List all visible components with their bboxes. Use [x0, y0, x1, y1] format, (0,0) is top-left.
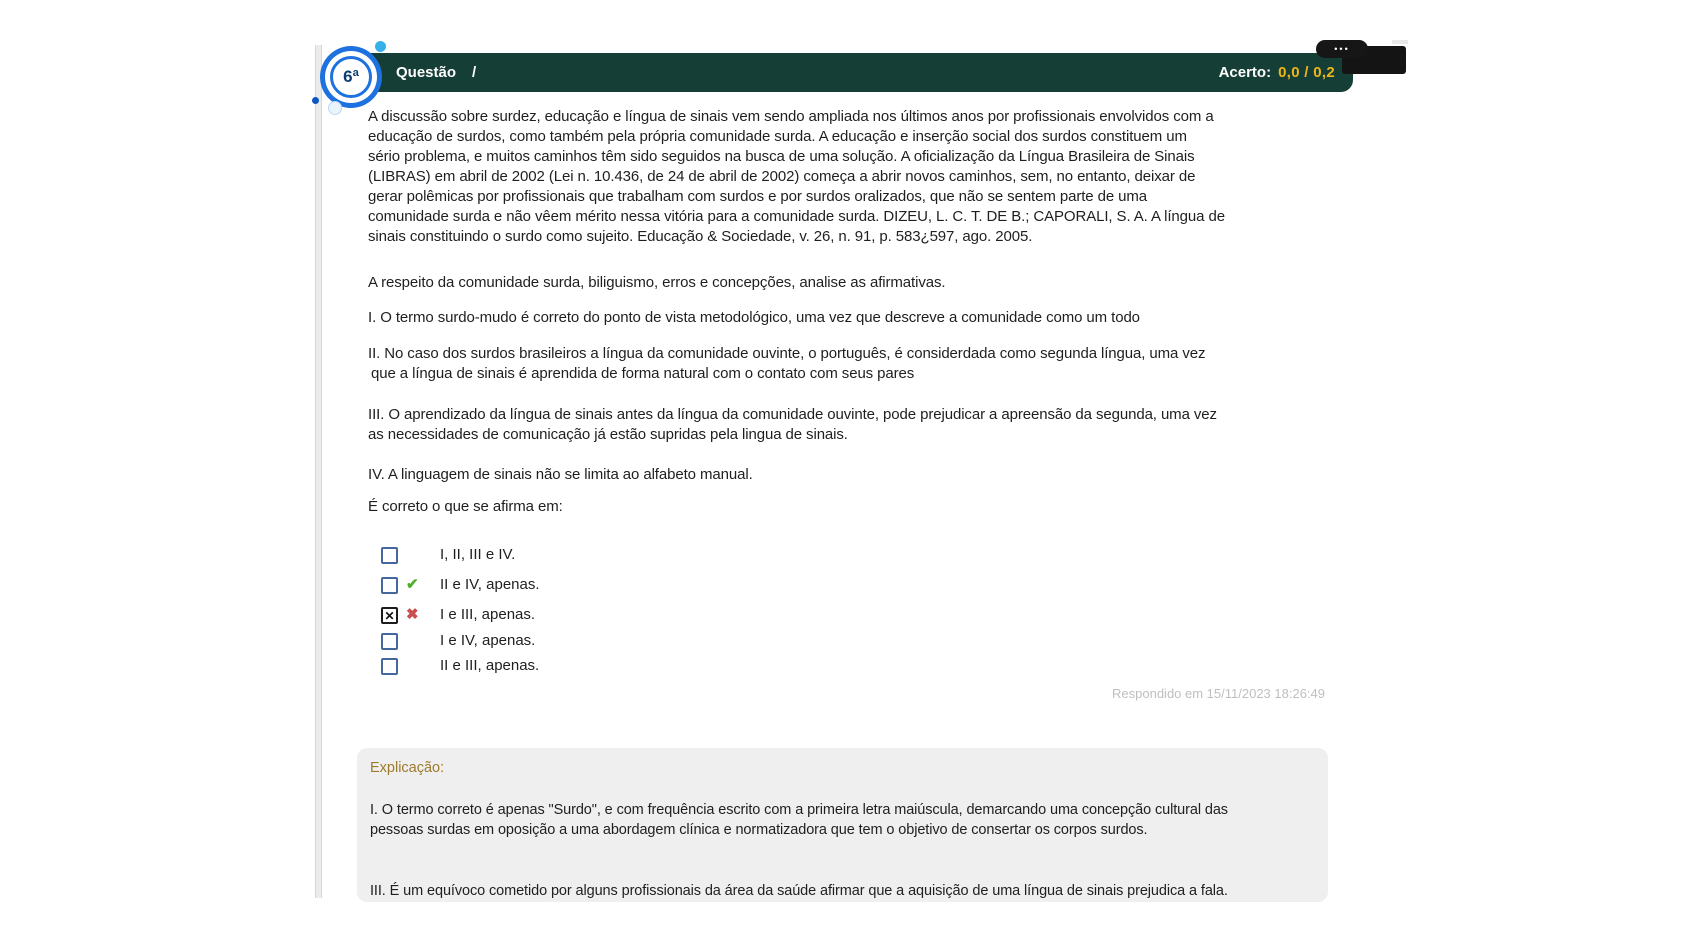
explanation-title: Explicação:	[370, 760, 445, 776]
option-checkbox-checked[interactable]: ✕	[381, 607, 398, 624]
option-label[interactable]: I, II, III e IV.	[440, 546, 516, 563]
explanation-paragraph-2: III. É um equívoco cometido por alguns profissionais da área da saúde afirmar que a aquisição de uma língua de sinais prejudica a fala.	[370, 883, 1228, 899]
statement-line: gerar polêmicas por profissionais que trabalham com surdos e por surdos oralizados, que não se sentem parte de uma	[368, 188, 1148, 205]
option-checkbox[interactable]	[381, 547, 398, 564]
badge-dot-icon	[312, 97, 319, 104]
explanation-box	[357, 748, 1328, 902]
option-label[interactable]: I e III, apenas.	[440, 606, 536, 623]
affirmative-ii: II. No caso dos surdos brasileiros a língua da comunidade ouvinte, o português, é considerdada como segunda língua, uma vez que a língua de sinais é aprendida de forma natural com o contato com seus pares	[368, 345, 1206, 382]
option-row	[368, 633, 1343, 657]
option-checkbox[interactable]	[381, 577, 398, 594]
menu-dots-icon: •••	[1334, 44, 1350, 54]
statement-line: sério problema, e muitos caminhos têm sido seguidos na busca de uma solução. A oficialização da Língua Brasileira de Sinais	[368, 148, 1195, 165]
answer-prompt: É correto o que se afirma em:	[368, 498, 563, 515]
option-row	[368, 547, 1343, 571]
option-label[interactable]: II e III, apenas.	[440, 657, 540, 674]
statement-line: A discussão sobre surdez, educação e língua de sinais vem sendo ampliada nos últimos anos por profissionais envolvidos com a	[368, 108, 1214, 125]
badge-dot-icon	[375, 41, 386, 52]
question-number: 6ª	[330, 56, 372, 98]
affirmative-iv: IV. A linguagem de sinais não se limita ao alfabeto manual.	[368, 466, 753, 483]
badge-dot-icon	[328, 101, 342, 115]
question-header	[332, 53, 1353, 92]
option-row	[368, 658, 1343, 682]
statement-line: sinais constituindo o surdo como sujeito. Educação & Sociedade, v. 26, n. 91, p. 583¿597, ago. 2005.	[368, 228, 1033, 245]
statement-line: comunidade surda e não vêem mérito nessa vitória para a comunidade surda. DIZEU, L. C. T. DE B.; CAPORALI, S. A. A língua de	[368, 208, 1225, 225]
statement-line: (LIBRAS) em abril de 2002 (Lei n. 10.436, de 24 de abril de 2002) começa a abrir novos caminhos, sem, no entanto, deixar de	[368, 168, 1196, 185]
question-statement	[368, 107, 1343, 247]
option-label[interactable]: II e IV, apenas.	[440, 576, 540, 593]
header-slash: /	[472, 64, 477, 81]
score-value: 0,0 / 0,2	[1278, 64, 1335, 81]
explanation-paragraph: I. O termo correto é apenas "Surdo", e com frequência escrito com a primeira letra maiúscula, demarcando uma concepção cultural das pessoas surdas em oposição a uma abordagem clínica e normatizadora que tem o objetivo de consertar os corpos surdos.	[370, 802, 1228, 838]
score-label: Acerto:	[1218, 64, 1272, 81]
affirmative-i: I. O termo surdo-mudo é correto do ponto de vista metodológico, uma vez que descreve a comunidade como um todo	[368, 309, 1140, 326]
option-checkbox[interactable]	[381, 658, 398, 675]
option-row	[368, 607, 1343, 631]
score-area	[1219, 64, 1335, 81]
overflow-menu-button[interactable]	[1316, 40, 1368, 58]
question-number-badge	[320, 46, 382, 108]
option-checkbox[interactable]	[381, 633, 398, 650]
statement-line: educação de surdos, como também pela própria comunidade surda. A educação e inserção social dos surdos constituem um	[368, 128, 1187, 145]
affirmative-iii: III. O aprendizado da língua de sinais antes da língua da comunidade ouvinte, pode prejudicar a apreensão da segunda, uma vez as necessidades de comunicação já estão supridas pela lingua de sinais.	[368, 406, 1217, 443]
scrollbar-track[interactable]	[315, 45, 322, 898]
question-title-label: Questão	[396, 64, 457, 81]
minimize-dash-icon	[1392, 40, 1408, 44]
option-label[interactable]: I e IV, apenas.	[440, 632, 536, 649]
wrong-answer-icon: ✖	[406, 606, 419, 623]
instruction-text: A respeito da comunidade surda, biliguismo, erros e concepções, analise as afirmativas.	[368, 274, 946, 291]
correct-answer-icon: ✔	[406, 576, 419, 593]
answered-timestamp: Respondido em 15/11/2023 18:26:49	[1112, 686, 1325, 701]
option-row	[368, 577, 1343, 601]
